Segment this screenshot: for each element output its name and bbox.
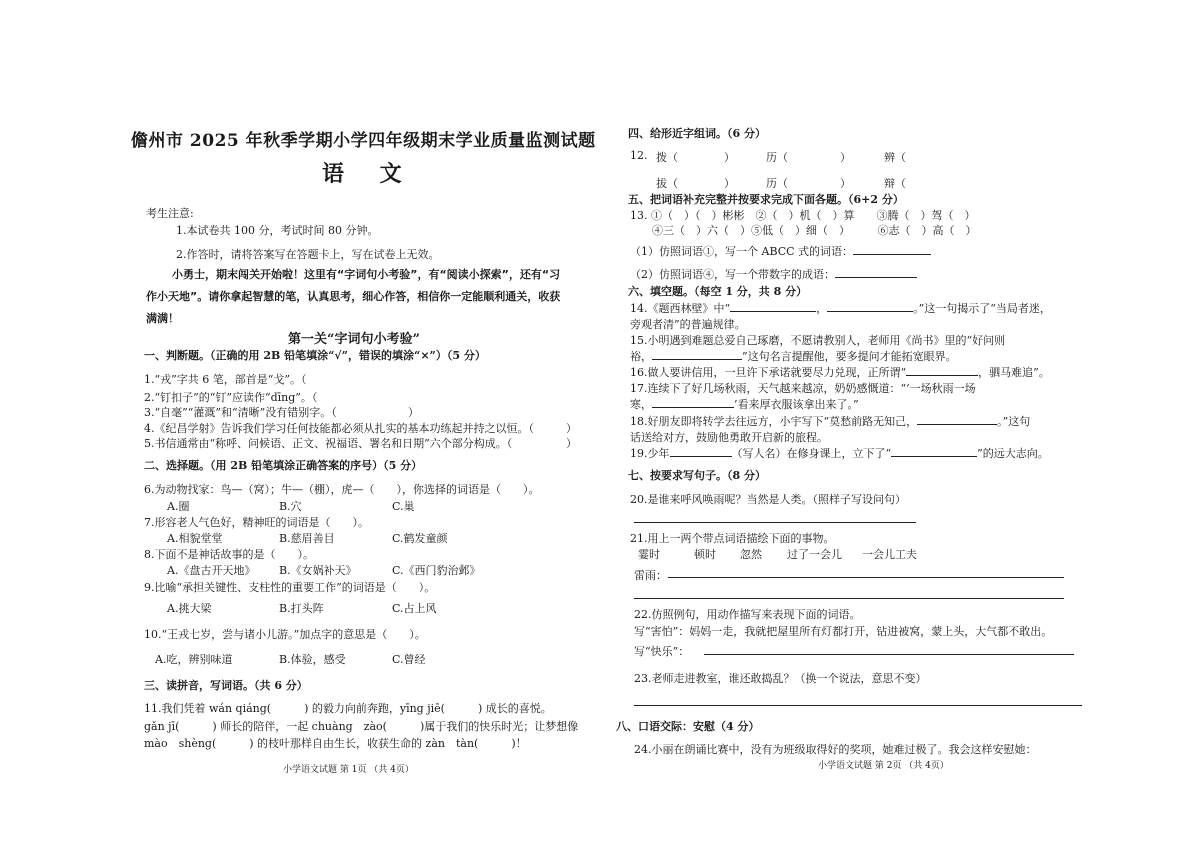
question: 6.为动物找家：鸟—（窝）；牛—（棚），虎—（ ），你选择的词语是（ ）。: [144, 483, 540, 496]
subject-title: 语 文: [322, 161, 416, 187]
answer-blank[interactable]: [853, 254, 931, 255]
pinyin-line: 11.我们凭着 wán qiáng( ) 的毅力向前奔跑，yīng jiē( ) 成长的喜悦。: [144, 702, 552, 715]
word-group: 历（: [766, 177, 788, 190]
section-heading: 八、口语交际：安慰（4 分）: [616, 720, 760, 733]
question-text: 寒，: [630, 398, 652, 411]
answer-blank[interactable]: [891, 456, 977, 457]
word-group: 辩（: [884, 177, 906, 190]
word-group: 辨（: [884, 151, 906, 164]
fill-question: [630, 300, 1051, 316]
section-heading: 一、判断题。（正确的用 2B 铅笔填涂“√”，错误的填涂“×”）（5 分）: [144, 349, 486, 362]
question-text: 。”这一句揭示了“当局者迷，: [913, 302, 1051, 315]
question: 8.下面不是神话故事的是（ ）。: [144, 548, 314, 561]
dotted-word: 霎时: [638, 548, 660, 561]
dotted-word: 一会儿工夫: [862, 548, 917, 561]
prompt-label: 雷雨：: [634, 569, 667, 582]
question: 4.《纪昌学射》告诉我们学习任何技能都必须从扎实的基本功练起并持之以恒。（: [144, 422, 534, 435]
question-text: 。”这句: [997, 415, 1031, 428]
intro-line: 小勇士，期末闯关开始啦！这里有“字词句小考验”，有“阅读小探索”，还有“习: [172, 268, 561, 281]
answer-blank[interactable]: [652, 359, 742, 360]
question-number: 12.: [630, 149, 648, 162]
question: 7.形容老人气色好，精神旺的词语是（ ）。: [144, 516, 369, 529]
section-heading: 六、填空题。（每空 1 分，共 8 分）: [628, 285, 808, 298]
question: 3.“自毫”“灌溉”和“清晰”没有错别字。（: [144, 406, 337, 419]
option: B.穴: [279, 500, 302, 513]
question: 1.“戎”字共 6 笔，部首是“戈”。（: [144, 373, 307, 386]
question-text: ”的远大志向。: [977, 447, 1049, 460]
dotted-word: 忽然: [740, 548, 762, 561]
question-text: 裕，: [630, 350, 652, 363]
idiom-line: ④三（ ）六（ ）⑤低（ ）细（ ） ⑥志（ ）高（ ）: [652, 224, 977, 237]
question-text: 16.做人要讲信用，一旦许下承诺就要尽力兑现，正所谓“: [630, 366, 907, 379]
answer-line[interactable]: [634, 598, 1064, 599]
pinyin-line: gǎn jī( ) 师长的陪伴，一起 chuàng zào( )属于我们的快乐时光；让梦想像: [144, 720, 579, 733]
sub-question-text: （1）仿照词语①，写一个 ABCC 式的词语：: [630, 245, 854, 258]
page-footer: 小学语文试题 第 2页 （共 4页）: [818, 761, 949, 771]
word-group: ）: [724, 151, 735, 164]
answer-paren-close: ）: [566, 422, 577, 435]
fill-question: [630, 364, 1050, 380]
question: 15.小明遇到难题总爱自己琢磨，不愿请教别人，老师用《尚书》里的“好问则: [630, 334, 1006, 347]
answer-line[interactable]: [704, 654, 1074, 655]
option: A.吃，辨别味道: [155, 653, 233, 666]
question-text: 14.《题西林壁》中“: [630, 302, 731, 315]
option: A.《盘古开天地》: [167, 564, 256, 577]
question: 10.“王戎七岁，尝与诸小儿游。”加点字的意思是（ ）。: [144, 628, 426, 641]
answer-line[interactable]: [634, 522, 916, 523]
option: B.打头阵: [279, 602, 324, 615]
option: A.挑大梁: [167, 602, 212, 615]
section-heading: 七、按要求写句子。（8 分）: [628, 469, 766, 482]
question: 5.书信通常由“称呼、问候语、正文、祝福语、署名和日期”六个部分构成。（: [144, 437, 513, 450]
option: C.曾经: [392, 653, 426, 666]
option: C.《西门豹治邺》: [392, 564, 481, 577]
idiom-line: 13. ①（ ）（ ）彬彬 ②（ ）机（ ）算 ③腾（ ）驾（ ）: [630, 209, 976, 222]
section-heading: 五、把词语补充完整并按要求完成下面各题。（6+2 分）: [628, 193, 904, 206]
answer-blank[interactable]: [670, 456, 732, 457]
question: 旁观者清”的普遍规律。: [630, 318, 746, 331]
option: C.巢: [392, 500, 415, 513]
word-group: ）: [724, 177, 735, 190]
question: 24.小丽在朗诵比赛中，没有为班级取得好的奖项，她难过极了。我会这样安慰她：: [634, 743, 1037, 756]
prompt-label: 写“快乐”：: [634, 645, 690, 658]
dotted-word: 顿时: [694, 548, 716, 561]
sub-question-text: （2）仿照词语④，写一个带数字的成语：: [630, 268, 835, 281]
question: 22.仿照例句，用动作描写来表现下面的词语。: [634, 608, 861, 621]
notice-item: 2.作答时，请将答案写在答题卡上，写在试卷上无效。: [176, 248, 440, 261]
question-text: ’看来厚衣服该拿出来了。”: [734, 398, 859, 411]
answer-blank[interactable]: [835, 277, 917, 278]
section-heading: 二、选择题。（用 2B 铅笔填涂正确答案的序号）（5 分）: [144, 459, 423, 472]
option: B.体验，感受: [279, 653, 346, 666]
word-group: ）: [840, 151, 851, 164]
question-text: ，驷马难追”。: [978, 366, 1050, 379]
answer-line[interactable]: [668, 577, 1064, 578]
page-footer: 小学语文试题 第 1页 （共 4页）: [283, 765, 414, 775]
fill-question: [630, 396, 859, 412]
word-group: ）: [840, 177, 851, 190]
exam-title: 儋州市 2025 年秋季学期小学四年级期末学业质量监测试题: [131, 131, 596, 151]
option: B.慈眉善目: [279, 532, 335, 545]
question: 20.是谁来呼风唤雨呢？当然是人类。（照样子写设问句）: [630, 493, 906, 506]
level-title: 第一关“字词句小考验”: [288, 332, 420, 347]
fill-question: [630, 348, 957, 364]
answer-line[interactable]: [634, 705, 1082, 706]
question: 9.比喻“承担关键性、支柱性的重要工作”的词语是（ ）。: [144, 581, 436, 594]
question-text: （写人名）在修身课上，立下了“: [731, 447, 892, 460]
question: 23.老师走进教室，谁还敢捣乱？（换一个说法，意思不变）: [634, 672, 927, 685]
answer-blank[interactable]: [917, 424, 997, 425]
word-group: 历（: [766, 151, 788, 164]
question-text: ，: [816, 302, 828, 315]
option: A.圈: [167, 500, 190, 513]
answer-blank[interactable]: [906, 375, 978, 376]
answer-blank[interactable]: [730, 311, 816, 312]
pinyin-line: mào shèng( ) 的枝叶那样自由生长，收获生命的 zàn tàn( )！: [144, 737, 527, 750]
answer-blank[interactable]: [827, 311, 913, 312]
section-heading: 四、给形近字组词。（6 分）: [628, 127, 766, 140]
question: 话送给对方，鼓励他勇敢开启新的旅程。: [630, 431, 828, 444]
intro-line: 满满！: [146, 312, 179, 325]
question-text: ”这句名言提醒他，要多提问才能拓宽眼界。: [742, 350, 957, 363]
section-heading: 三、读拼音，写词语。（共 6 分）: [144, 679, 308, 692]
notice-item: 1.本试卷共 100 分，考试时间 80 分钟。: [176, 224, 379, 237]
sub-question: [630, 266, 917, 282]
question: 21.用上一两个带点词语描绘下面的事物。: [630, 532, 835, 545]
word-group: 拨（: [656, 151, 678, 164]
sub-question: [630, 243, 931, 259]
question-text: 19.少年: [630, 447, 670, 460]
answer-blank[interactable]: [652, 407, 734, 408]
word-group: 拔（: [656, 177, 678, 190]
notice-heading: 考生注意:: [146, 207, 194, 220]
question: 17.连续下了好几场秋雨，天气越来越凉，奶奶感慨道：“‘一场秋雨一场: [630, 382, 976, 395]
option: C.鹤发童颜: [392, 532, 448, 545]
page-2: [600, 0, 1200, 847]
answer-paren-close: ）: [566, 437, 577, 450]
option: C.占上风: [392, 602, 437, 615]
intro-paragraph: [146, 264, 586, 330]
option: A.相貌堂堂: [167, 532, 223, 545]
fill-question: [630, 445, 1049, 461]
question-text: 18.好朋友即将转学去往远方，小宇写下“莫愁前路无知己，: [630, 415, 918, 428]
answer-paren-close: ）: [408, 406, 419, 419]
question: 2.“钉扣子”的“钉”应读作“dīng”。（: [144, 391, 318, 404]
example-sentence: 写“害怕”：妈妈一走，我就把屋里所有灯都打开，钻进被窝，蒙上头，大气都不敢出。: [634, 625, 1053, 638]
option: B.《女娲补天》: [279, 564, 357, 577]
dotted-word: 过了一会儿: [787, 548, 842, 561]
fill-question: [630, 413, 1030, 429]
intro-line: 作小天地”。请你拿起智慧的笔，认真思考，细心作答，相信你一定能顺利通关，收获: [146, 290, 561, 303]
